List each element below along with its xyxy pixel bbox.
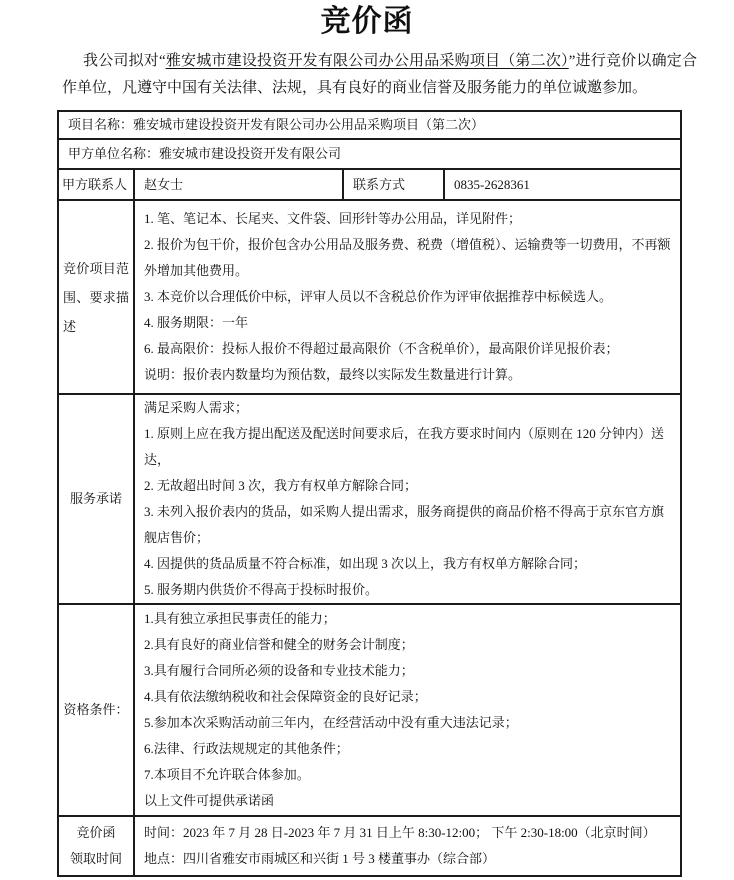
project-name-underline: 雅安城市建设投资开发有限公司办公用品采购项目（第二次）	[165, 53, 569, 69]
service-item: 满足采购人需求；	[144, 400, 249, 415]
intro-prefix: 我公司拟对“	[83, 53, 166, 69]
service-label-cell: 服务承诺	[58, 394, 134, 604]
qualification-item: 1.具有独立承担民事责任的能力；	[144, 611, 336, 626]
service-item: 5. 服务期内供货价不得高于投标时报价。	[144, 582, 379, 597]
table-row-contact	[58, 169, 681, 200]
pickup-label-cell	[58, 816, 134, 876]
qualification-item: 4.具有依法缴纳税收和社会保障资金的良好记录；	[144, 689, 427, 704]
table-row-scope	[58, 200, 681, 394]
document-page	[0, 4, 734, 880]
bid-info-table	[57, 110, 682, 877]
scope-content-cell	[134, 200, 681, 394]
scope-item: 3. 本竞价以合理低价中标，评审人员以不含税总价作为评审依据推荐中标候选人。	[144, 289, 613, 304]
contact-phone-cell: 0835-2628361	[444, 169, 681, 200]
page-title: 竞价函	[320, 5, 414, 38]
qualification-label-cell: 资格条件：	[58, 604, 134, 816]
pickup-content-cell	[134, 816, 681, 876]
service-item: 1. 原则上应在我方提出配送及配送时间要求后，在我方要求时间内（原则在 120 分钟内）送达，	[144, 426, 665, 467]
scope-item: 6. 最高限价：投标人报价不得超过最高限价（不含税单价），最高限价详见报价表；	[144, 341, 619, 356]
scope-item: 说明：报价表内数量均为预估数，最终以实际发生数量进行计算。	[144, 367, 522, 382]
service-item: 3. 未列入报价表内的货品，如采购人提出需求，服务商提供的商品价格不得高于京东官方旗舰店售价；	[144, 504, 665, 545]
table-row-qualification	[58, 604, 681, 816]
service-content-cell	[134, 394, 681, 604]
qualification-item: 3.具有履行合同所必须的设备和专业技术能力；	[144, 663, 414, 678]
table-row-project-name	[58, 111, 681, 139]
service-item: 2. 无故超出时间 3 次，我方有权单方解除合同；	[144, 478, 418, 493]
contact-label-cell: 甲方联系人	[58, 169, 134, 200]
qualification-item: 2.具有良好的商业信誉和健全的财务会计制度；	[144, 637, 414, 652]
table-row-pickup-time	[58, 816, 681, 876]
qualification-item: 6.法律、行政法规规定的其他条件；	[144, 741, 349, 756]
scope-item: 4. 服务期限：一年	[144, 315, 249, 330]
scope-label-cell: 竞价项目范围、要求描述	[58, 200, 134, 394]
scope-item: 1. 笔、笔记本、长尾夹、文件袋、回形针等办公用品，详见附件；	[144, 211, 522, 226]
qualification-content-cell	[134, 604, 681, 816]
qualification-item: 7.本项目不允许联合体参加。	[144, 767, 310, 782]
pickup-place-line: 地点：四川省雅安市雨城区和兴街 1 号 3 楼董事办（综合部）	[144, 851, 496, 866]
scope-item: 2. 报价为包干价，报价包含办公用品及服务费、税费（增值税）、运输费等一切费用，不再额外增加其他费用。	[144, 237, 671, 278]
table-row-service	[58, 394, 681, 604]
contact-method-label-cell: 联系方式	[343, 169, 444, 200]
party-a-name-cell: 甲方单位名称：雅安城市建设投资开发有限公司	[58, 139, 681, 169]
intro-suffix: ”进行竞价以确定合作单位，凡遵守中国有关法律、法规，具有良好的商业信誉及服务能力的单位诚邀参加。	[62, 53, 697, 96]
pickup-label-line2: 领取时间	[69, 851, 122, 866]
contact-name-cell: 赵女士	[134, 169, 343, 200]
pickup-time-line: 时间：2023 年 7 月 28 日-2023 年 7 月 31 日上午 8:30-12:00； 下午 2:30-18:00（北京时间）	[144, 825, 656, 840]
intro-paragraph	[62, 48, 697, 102]
pickup-label-line1: 竞价函	[76, 825, 116, 840]
qualification-item: 以上文件可提供承诺函	[144, 793, 275, 808]
table-row-party-a	[58, 139, 681, 169]
qualification-item: 5.参加本次采购活动前三年内，在经营活动中没有重大违法记录；	[144, 715, 518, 730]
service-item: 4. 因提供的货品质量不符合标准，如出现 3 次以上，我方有权单方解除合同；	[144, 556, 587, 571]
project-name-cell: 项目名称：雅安城市建设投资开发有限公司办公用品采购项目（第二次）	[58, 111, 681, 139]
